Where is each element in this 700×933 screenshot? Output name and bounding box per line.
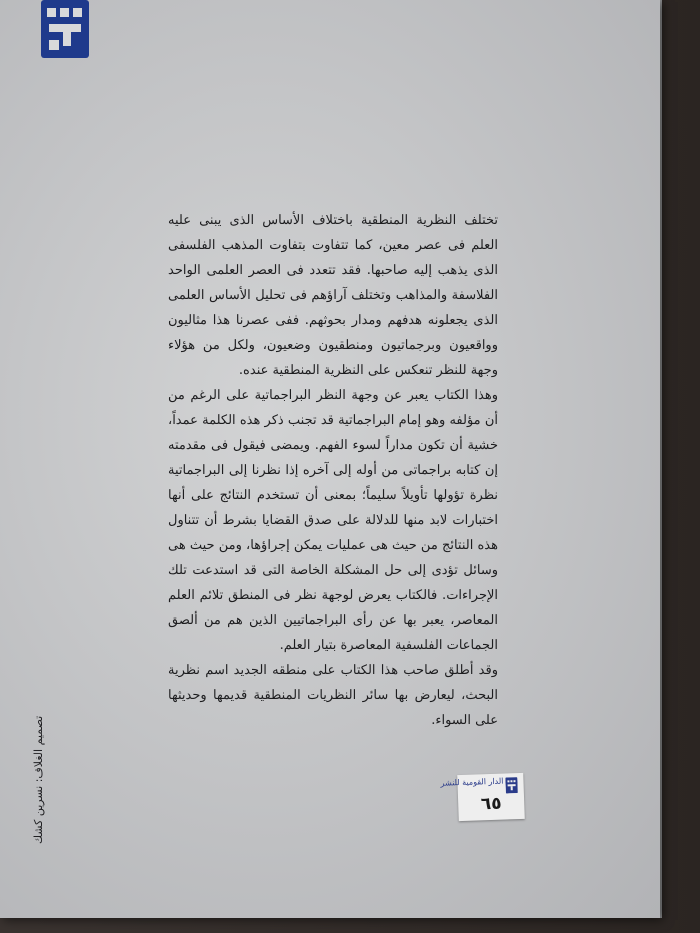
sticker-price-value: ٦٥ <box>480 793 502 815</box>
price-sticker <box>440 773 525 821</box>
publisher-logo-icon <box>41 0 89 58</box>
blurb-paragraph-1: تختلف النظرية المنطقية باختلاف الأساس الذى يبنى عليه العلم فى عصر معين، كما تتفاوت بتفاوت المذهب الفلسفى الذى يذهب إليه صاحبها. فقد تتعدد فى العصر العلمى الواحد الفلاسفة والمذاهب وتختلف آراؤهم فى تحليل الأساس العلمى الذى يجعلونه هدفهم ومدار بحوثهم. ففى عصرنا هذا مثاليون وواقعيون وبرجماتيون ومنطقيون وضعيون، ولكل من هؤلاء وجهة للنظر تنعكس على النظرية المنطقية عنده. <box>168 213 498 378</box>
blurb-paragraph-2: وهذا الكتاب يعبر عن وجهة النظر البراجماتية على الرغم من أن مؤلفه وهو إمام البراجماتية قد تجنب ذكر هذه الكلمة عمداً، خشية أن تكون مداراً لسوء الفهم. ويمضى فيقول فى مقدمته إن كتابه براجماتى من أوله إلى آخره إذا نظرنا إلى البراجماتية نظرة تؤولها تأويلاً سليماً؛ بمعنى أن تستخدم النتائج على أنها اختبارات لابد منها للدلالة على صدق القضايا بشرط أن تتناول هذه النتائج من حيث هى عمليات يمكن إجراؤها، ومن حيث هى وسائل تؤدى إلى حل المشكلة الخاصة التى قد استدعت تلك الإجراءات. فالكتاب يعرض لوجهة نظر فى المنطق تلائم العلم المعاصر، يعبر بها عن رأى البراجماتيين الذين هم من ألصق الجماعات الفلسفية المعاصرة بتيار العلم. <box>168 388 498 653</box>
sticker-publisher-logo-icon <box>505 777 518 793</box>
back-cover-blurb <box>168 208 498 733</box>
cover-designer-credit: تصميم الغلاف: نسرين كشك <box>32 716 45 845</box>
sticker-brand-text: الدار القومية للنشر <box>440 776 504 788</box>
blurb-paragraph-3: وقد أطلق صاحب هذا الكتاب على منطقه الجديد اسم نظرية البحث، ليعارض بها سائر النظريات المنطقية قديمها وحديثها على السواء. <box>168 663 498 728</box>
